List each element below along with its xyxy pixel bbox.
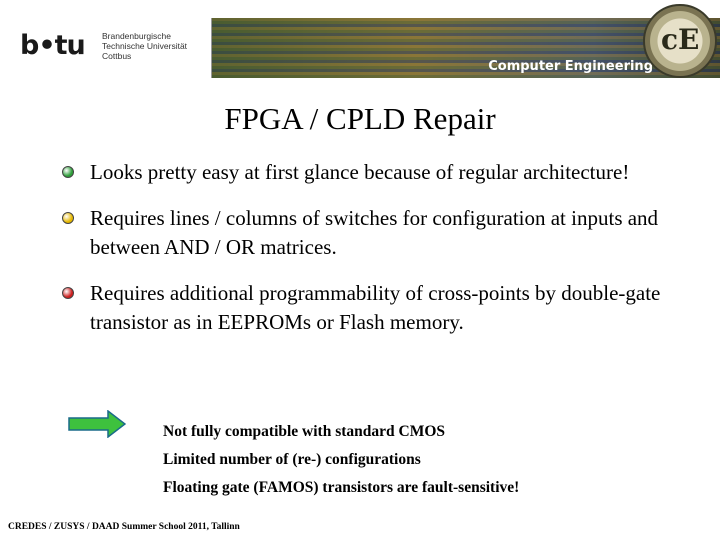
- footer-credit: CREDES / ZUSYS / DAAD Summer School 2011, Tallinn: [8, 522, 240, 532]
- header-banner: [211, 18, 720, 78]
- bullet-item: [62, 279, 702, 337]
- bullet-dot-icon: [62, 166, 74, 178]
- university-name-line-3: Cottbus: [102, 51, 132, 61]
- consequence-item: Not fully compatible with standard CMOS: [163, 423, 446, 440]
- bullet-dot-icon: [62, 212, 74, 224]
- bullet-text: Looks pretty easy at first glance because of regular architecture!: [90, 160, 630, 184]
- right-arrow-icon: [68, 410, 126, 438]
- bullet-item: [62, 204, 702, 262]
- bullet-item: [62, 158, 702, 187]
- consequence-item: Floating gate (FAMOS) transistors are fault-sensitive!: [163, 479, 520, 496]
- computer-engineering-emblem-icon: [643, 4, 717, 78]
- banner-title: Computer Engineering: [488, 59, 653, 74]
- bullet-dot-icon: [62, 287, 74, 299]
- university-name-line-2: Technische Universität: [102, 41, 188, 51]
- slide-title: FPGA / CPLD Repair: [224, 101, 496, 136]
- consequence-list: [163, 418, 519, 502]
- bullet-text: Requires lines / columns of switches for configuration at inputs and between AND / OR matrices.: [90, 206, 659, 259]
- bullet-text: Requires additional programmability of cross-points by double-gate transistor as in EEPROMs or Flash memory.: [90, 281, 661, 334]
- university-name: [102, 31, 187, 61]
- university-logo: [20, 26, 210, 66]
- university-name-line-1: Brandenburgische: [102, 31, 171, 41]
- bullet-list: [62, 158, 702, 337]
- emblem-text: cE: [661, 23, 700, 56]
- btu-logo-mark: b•tu: [20, 30, 85, 61]
- consequence-item: Limited number of (re-) configurations: [163, 451, 421, 468]
